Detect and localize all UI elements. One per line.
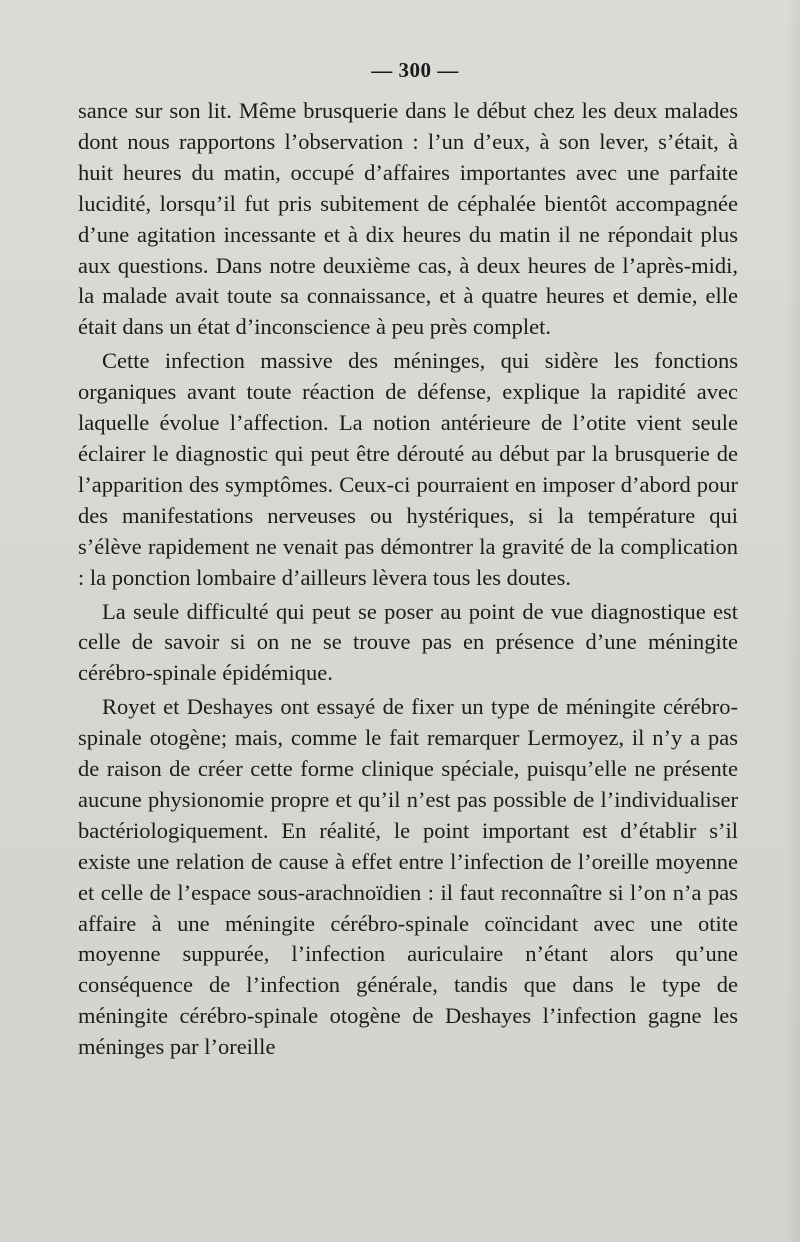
body-text bbox=[78, 96, 738, 1063]
page-edge-shadow bbox=[786, 0, 800, 1242]
paragraph: Cette infection massive des méninges, qui sidère les fonctions organiques avant toute réaction de défense, explique la rapidité avec laquelle évolue l’affection. La notion antérieure de l’otite vient seule éclairer le diagnostic qui peut être dérouté au début par la brusquerie de l’apparition des symptômes. Ceux-ci pourraient en imposer d’abord pour des manifestations nerveuses ou hystériques, si la température qui s’élève rapidement ne venait pas démontrer la gravité de la complication : la ponction lombaire d’ailleurs lèvera tous les doutes. bbox=[78, 348, 738, 590]
paragraph-continuation: sance sur son lit. Même brusquerie dans le début chez les deux malades dont nous rapportons l’observation : l’un d’eux, à son lever, s’était, à huit heures du matin, occupé d’affaires importantes avec une parfaite lucidité, lorsqu’il fut pris subitement de céphalée bientôt accompagnée d’une agitation incessante et à dix heures du matin il ne répondait plus aux questions. Dans notre deuxième cas, à deux heures de l’après-midi, la malade avait toute sa connaissance, et à quatre heures et demie, elle était dans un état d’inconscience à peu près complet. bbox=[78, 98, 738, 340]
page-number: — 300 — bbox=[371, 58, 459, 82]
paragraph: La seule difficulté qui peut se poser au point de vue diagnostique est celle de savoir si on ne se trouve pas en présence d’une méningite cérébro-spinale épidémique. bbox=[78, 598, 738, 686]
paragraph: Royet et Deshayes ont essayé de fixer un type de méningite cérébro-spinale otogène; mais, comme le fait remarquer Lermoyez, il n’y a pas de raison de créer cette forme clinique spéciale, puisqu’elle ne présente aucune physionomie propre et qu’il n’est pas possible de l’individualiser bactériologiquement. En réalité, le point important est d’établir s’il existe une relation de cause à effet entre l’infection de l’oreille moyenne et celle de l’espace sous-arachnoïdien : il faut reconnaître si l’on n’a pas affaire à une méningite cérébro-spinale coïncidant avec une otite moyenne suppurée, l’infection auriculaire n’étant alors qu’une conséquence de l’infection générale, tandis que dans le type de méningite cérébro-spinale otogène de Deshayes l’infection gagne les méninges par l’oreille bbox=[78, 694, 738, 1060]
